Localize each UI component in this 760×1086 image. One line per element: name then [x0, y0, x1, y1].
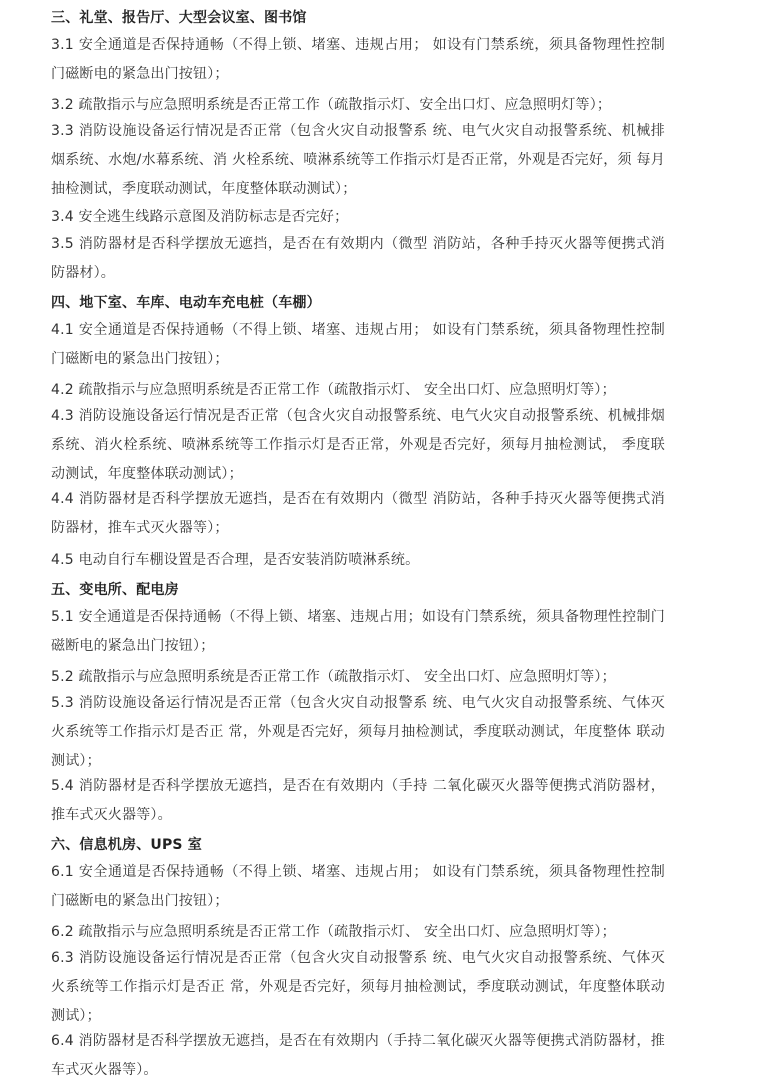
paragraph-4-5: 4.5 电动自行车棚设置是否合理，是否安装消防喷淋系统。 — [51, 552, 420, 568]
paragraph-4-1: 4.1 安全通道是否保持通畅（不得上锁、堵塞、违规占用； 如设有门禁系统，须具备物理性控制门磁断电的紧急出门按钮）； — [51, 322, 665, 367]
paragraph-5-2: 5.2 疏散指示与应急照明系统是否正常工作（疏散指示灯、 安全出口灯、应急照明灯等）； — [51, 669, 616, 685]
paragraph-3-4: 3.4 安全逃生线路示意图及消防标志是否完好； — [51, 209, 349, 225]
paragraph-6-3: 6.3 消防设施设备运行情况是否正常（包含火灾自动报警系 统、电气火灾自动报警系统、气体灭火系统等工作指示灯是否正 常，外观是否完好，须每月抽检测试，季度联动测试，年度整体联动测试）； — [51, 950, 665, 1024]
paragraph-3-3: 3.3 消防设施设备运行情况是否正常（包含火灾自动报警系 统、电气火灾自动报警系统、机械排烟系统、水炮/水幕系统、消 火栓系统、喷淋系统等工作指示灯是否正常，外观是否完好，须 每月抽检测试，季度联动测试，年度整体联动测试）； — [51, 123, 665, 197]
paragraph-6-1: 6.1 安全通道是否保持通畅（不得上锁、堵塞、违规占用； 如设有门禁系统，须具备物理性控制门磁断电的紧急出门按钮）； — [51, 864, 665, 909]
paragraph-3-5: 3.5 消防器材是否科学摆放无遮挡，是否在有效期内（微型 消防站，各种手持灭火器等便携式消防器材）。 — [51, 236, 665, 281]
paragraph-5-1: 5.1 安全通道是否保持通畅（不得上锁、堵塞、违规占用；如设有门禁系统，须具备物理性控制门磁断电的紧急出门按钮）； — [51, 609, 665, 654]
section-heading: 六、信息机房、UPS 室 — [51, 837, 202, 853]
paragraph-6-4: 6.4 消防器材是否科学摆放无遮挡，是否在有效期内（手持二氧化碳灭火器等便携式消防器材，推车式灭火器等）。 — [51, 1033, 665, 1078]
paragraph-4-2: 4.2 疏散指示与应急照明系统是否正常工作（疏散指示灯、 安全出口灯、应急照明灯等）； — [51, 382, 616, 398]
paragraph-3-1: 3.1 安全通道是否保持通畅（不得上锁、堵塞、违规占用； 如设有门禁系统，须具备物理性控制门磁断电的紧急出门按钮）； — [51, 37, 665, 82]
section-heading: 三、礼堂、报告厅、大型会议室、图书馆 — [51, 10, 307, 26]
paragraph-5-3: 5.3 消防设施设备运行情况是否正常（包含火灾自动报警系 统、电气火灾自动报警系统、气体灭火系统等工作指示灯是否正 常，外观是否完好，须每月抽检测试，季度联动测试，年度整体 联动测试）； — [51, 695, 665, 769]
paragraph-6-2: 6.2 疏散指示与应急照明系统是否正常工作（疏散指示灯、 安全出口灯、应急照明灯等）； — [51, 924, 616, 940]
paragraph-5-4: 5.4 消防器材是否科学摆放无遮挡，是否在有效期内（手持 二氧化碳灭火器等便携式消防器材，推车式灭火器等）。 — [51, 778, 665, 823]
section-heading: 五、变电所、配电房 — [51, 582, 179, 598]
section-heading: 四、地下室、车库、电动车充电桩（车棚） — [51, 295, 321, 311]
paragraph-3-2: 3.2 疏散指示与应急照明系统是否正常工作（疏散指示灯、安全出口灯、应急照明灯等）； — [51, 97, 612, 113]
paragraph-4-3: 4.3 消防设施设备运行情况是否正常（包含火灾自动报警系统、电气火灾自动报警系统、机械排烟系统、消火栓系统、喷淋系统等工作指示灯是否正常，外观是否完好，须每月抽检测试， 季度联动测试，年度整体联动测试）； — [51, 408, 665, 482]
paragraph-4-4: 4.4 消防器材是否科学摆放无遮挡，是否在有效期内（微型 消防站，各种手持灭火器等便携式消防器材，推车式灭火器等）； — [51, 491, 665, 536]
